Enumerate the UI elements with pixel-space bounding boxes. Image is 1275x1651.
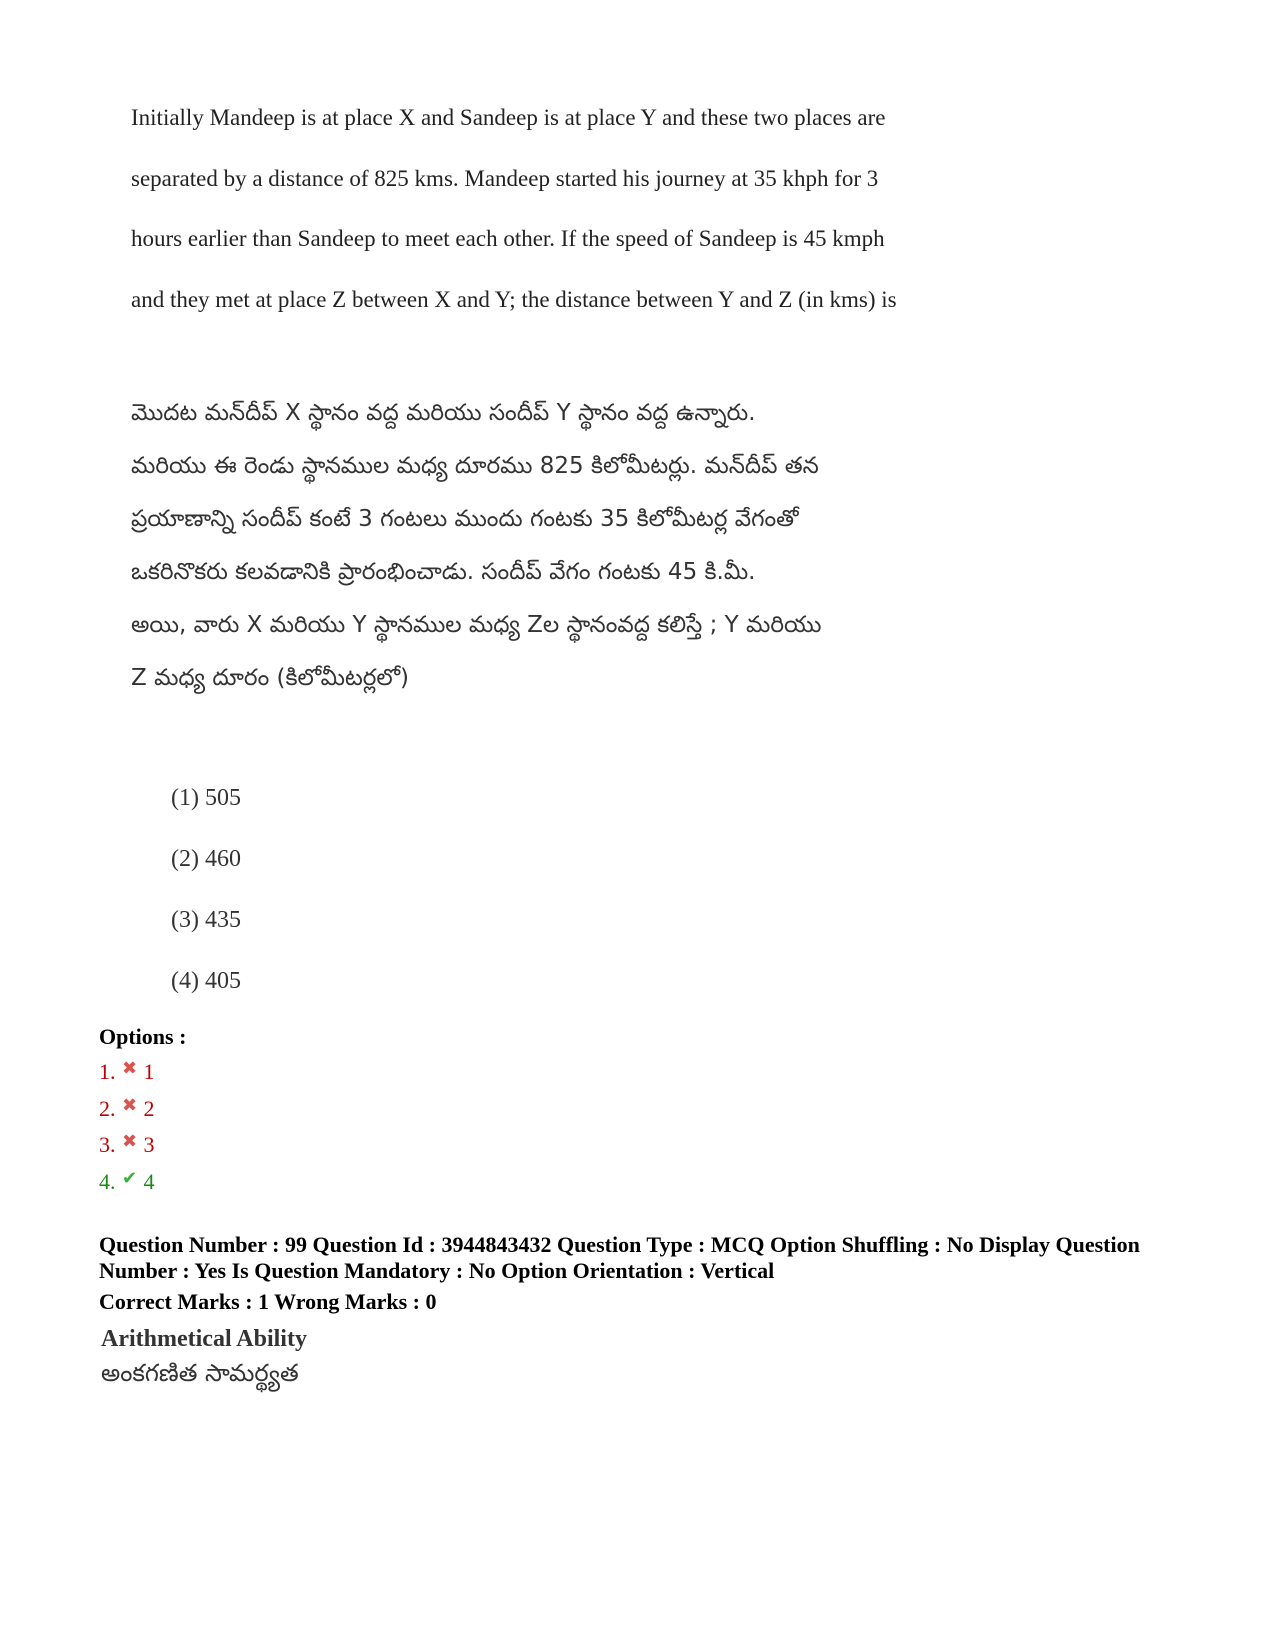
- question-line: hours earlier than Sandeep to meet each other. If the speed of Sandeep is 45 kmph: [131, 226, 885, 251]
- question-text-english: [131, 88, 1031, 330]
- section-title-telugu: అంకగణిత సామర్థ్యత: [101, 1359, 299, 1387]
- option-item: [99, 1055, 155, 1092]
- question-text-telugu: [131, 387, 1031, 705]
- option-value: 1: [143, 1059, 155, 1084]
- option-item-correct: [99, 1165, 155, 1202]
- option-item: [99, 1128, 155, 1165]
- question-line-telugu: మొదట మన్‌దీప్ X స్థానం వద్ద మరియు సందీప్ Y స్థానం వద్ద ఉన్నారు.: [131, 400, 756, 426]
- marks-line: Correct Marks : 1 Wrong Marks : 0: [99, 1289, 437, 1314]
- option-number: 1.: [99, 1059, 116, 1084]
- option-value: 2: [143, 1095, 155, 1121]
- question-metadata: [99, 1232, 1239, 1315]
- metadata-line: Question Number : 99 Question Id : 3944843432 Question Type : MCQ Option Shuffling : No Display Question: [99, 1232, 1140, 1257]
- options-list: [99, 1055, 155, 1201]
- cross-icon: ✖: [121, 1131, 138, 1152]
- question-line: Initially Mandeep is at place X and Sandeep is at place Y and these two places are: [131, 105, 886, 130]
- question-line-telugu: Z మధ్య దూరం (కిలోమీటర్లలో): [131, 665, 409, 691]
- cross-icon: ✖: [121, 1058, 138, 1079]
- choice-item: (3) 435: [171, 907, 241, 933]
- cross-icon: ✖: [121, 1094, 138, 1116]
- question-line-telugu: ఒకరినొకరు కలవడానికి ప్రారంభించాడు. సందీప్ వేగం గంటకు 45 కి.మీ.: [131, 559, 756, 585]
- choice-item: (2) 460: [171, 846, 241, 872]
- choice-item: (4) 405: [171, 968, 241, 994]
- option-value: 4: [143, 1168, 155, 1194]
- question-line-telugu: ప్రయాణాన్ని సందీప్ కంటే 3 గంటలు ముందు గంటకు 35 కిలోమీటర్ల వేగంతో: [131, 506, 799, 532]
- section-title-english: Arithmetical Ability: [101, 1326, 307, 1352]
- answer-choices: [171, 768, 241, 1012]
- choice-item: (1) 505: [171, 785, 241, 811]
- question-line: and they met at place Z between X and Y; the distance between Y and Z (in kms) is: [131, 286, 897, 312]
- check-icon: ✔: [121, 1167, 138, 1189]
- option-number: 3.: [99, 1132, 116, 1157]
- options-label: Options :: [99, 1024, 187, 1049]
- option-item: [99, 1092, 155, 1129]
- question-line-telugu: మరియు ఈ రెండు స్థానముల మధ్య దూరము 825 కిలోమీటర్లు. మన్‌దీప్ తన: [131, 453, 819, 479]
- question-line-telugu: అయి, వారు X మరియు Y స్థానముల మధ్య Zల స్థానంవద్ద కలిస్తే ; Y మరియు: [131, 612, 822, 638]
- metadata-line: Number : Yes Is Question Mandatory : No Option Orientation : Vertical: [99, 1258, 775, 1283]
- option-value: 3: [143, 1132, 155, 1157]
- question-line: separated by a distance of 825 kms. Mandeep started his journey at 35 khph for 3: [131, 165, 879, 191]
- option-number: 4.: [99, 1168, 116, 1194]
- option-number: 2.: [99, 1095, 116, 1121]
